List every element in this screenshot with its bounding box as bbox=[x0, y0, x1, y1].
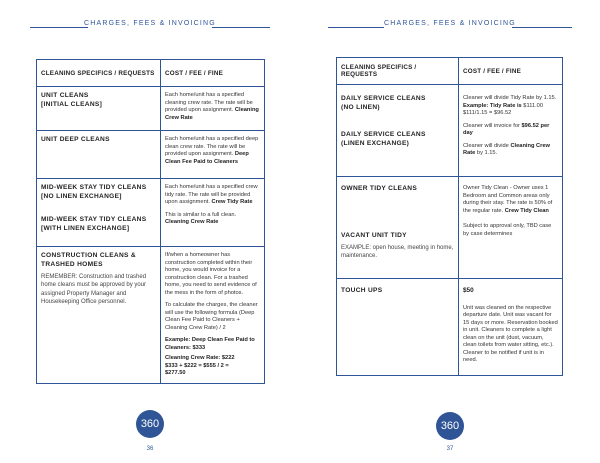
column-header-specifics: CLEANING SPECIFICS / REQUESTS bbox=[337, 58, 459, 85]
page-badge: 360 bbox=[136, 410, 164, 438]
row-note: EXAMPLE: open house, meeting in home, maintenance. bbox=[341, 244, 454, 260]
row-title-primary: DAILY SERVICE CLEANS (NO LINEN) bbox=[341, 95, 426, 111]
cost-text-secondary: This is similar to a full clean. bbox=[165, 211, 237, 218]
cost-emphasis: Example: Tidy Rate is bbox=[463, 102, 522, 109]
table-header-row bbox=[37, 60, 265, 87]
cost-text: Each home/unit has a specified deep clean crew rate. The rate will be provided upon assignment. bbox=[165, 136, 259, 158]
right-page bbox=[300, 0, 600, 463]
row-title bbox=[37, 179, 161, 247]
row-cost bbox=[161, 131, 265, 179]
cost-emphasis: $96.52 per day bbox=[463, 122, 550, 137]
header-rule-left bbox=[30, 27, 88, 28]
table-row bbox=[37, 87, 265, 131]
page-header bbox=[300, 20, 600, 34]
cost-emphasis: Crew Tidy Clean bbox=[504, 207, 549, 214]
cost-text: Unit was cleaned on the respective departure date. Unit was vacant for 15 days or more. Reservation booked in unit. Cleaners to complete a light clean on the unit (dust, vacuum, clean toilets from water sitting, etc.). Cleaner to be notified if unit is in need. bbox=[463, 304, 558, 364]
table-row bbox=[337, 85, 563, 177]
row-title-primary: OWNER TIDY CLEANS bbox=[341, 185, 418, 192]
example-calculation: Cleaning Crew Rate: $222 $333 + $222 = $555 / 2 = $277.50 bbox=[165, 355, 235, 377]
row-cost bbox=[161, 247, 265, 384]
cost-emphasis-secondary: Cleaning Crew Rate bbox=[165, 219, 219, 226]
price: $50 bbox=[463, 287, 474, 294]
row-cost bbox=[459, 279, 563, 376]
cost-emphasis: Cleaning Crew Rate bbox=[165, 107, 259, 121]
page-number: 37 bbox=[446, 446, 454, 452]
header-rule-left bbox=[328, 27, 384, 28]
left-fees-table bbox=[36, 59, 265, 384]
column-header-specifics: CLEANING SPECIFICS / REQUESTS bbox=[37, 60, 161, 87]
cost-emphasis: Crew Tidy Rate bbox=[211, 199, 253, 206]
header-title: CHARGES, FEES & INVOICING bbox=[84, 20, 216, 27]
row-title-secondary: VACANT UNIT TIDY bbox=[341, 231, 407, 239]
cost-emphasis: Deep Clean Fee Paid to Cleaners bbox=[165, 151, 249, 165]
row-cost bbox=[161, 179, 265, 247]
header-title: CHARGES, FEES & INVOICING bbox=[384, 20, 516, 27]
cost-text-secondary: Subject to approval only, TBD case by case determines bbox=[463, 223, 552, 237]
row-title-secondary: DAILY SERVICE CLEANS (LINEN EXCHANGE) bbox=[341, 130, 426, 147]
cost-text: If/when a homeowner has construction completed within their home, you would invoice for a construction clean. For a trashed home, you need to send evidence of the mess in the form of photos. bbox=[165, 252, 257, 296]
cost-text: Owner Tidy Clean - Owner uses 1 Bedroom and Common areas only during their stay. The rate is 50% of the regular rate. bbox=[463, 185, 553, 214]
row-title-secondary: MID-WEEK STAY TIDY CLEANS [WITH LINEN EXCHANGE] bbox=[41, 215, 147, 232]
header-rule-right bbox=[512, 27, 572, 28]
cost-text: Cleaner will divide Tidy Rate by 1.15. bbox=[463, 95, 557, 101]
header-rule-right bbox=[212, 27, 270, 28]
row-note: REMEMBER: Construction and trashed home cleans must be approved by your assigned Property Manager and Housekeeping Office personnel. bbox=[41, 273, 147, 305]
column-header-cost: COST / FEE / FINE bbox=[161, 60, 265, 87]
page-badge: 360 bbox=[436, 412, 464, 440]
row-cost bbox=[161, 87, 265, 131]
example-line: Example: Deep Clean Fee Paid to Cleaners: $333 bbox=[165, 337, 255, 351]
table-header-row bbox=[337, 58, 563, 85]
cost-text: Cleaner will divide bbox=[463, 142, 509, 149]
row-title: TOUCH UPS bbox=[337, 279, 459, 376]
row-title bbox=[337, 177, 459, 279]
row-title bbox=[337, 85, 459, 177]
column-header-cost: COST / FEE / FINE bbox=[459, 58, 563, 85]
cost-calculation: $111.00 $111/1.15 = $96.52 bbox=[463, 102, 544, 117]
row-title-primary: CONSTRUCTION CLEANS & TRASHED HOMES bbox=[41, 252, 136, 268]
table-row bbox=[337, 177, 563, 279]
row-title bbox=[37, 247, 161, 384]
table-row bbox=[337, 279, 563, 376]
table-row bbox=[37, 179, 265, 247]
row-cost bbox=[459, 85, 563, 177]
row-title: UNIT DEEP CLEANS bbox=[37, 131, 161, 179]
cost-text: Cleaner will invoice for bbox=[463, 122, 520, 129]
right-fees-table bbox=[336, 57, 563, 376]
table-row bbox=[37, 247, 265, 384]
table-row bbox=[37, 131, 265, 179]
row-title-primary: MID-WEEK STAY TIDY CLEANS [NO LINEN EXCHANGE] bbox=[41, 184, 147, 200]
cost-emphasis: Cleaning Crew Rate bbox=[463, 142, 550, 157]
page-header bbox=[0, 20, 300, 34]
cost-text: Each home/unit has a specified crew tidy rate. The rate will be provided upon assignment. bbox=[165, 184, 258, 206]
row-title: UNIT CLEANS [INITIAL CLEANS] bbox=[37, 87, 161, 131]
cost-text: by 1.15. bbox=[476, 150, 498, 157]
page-number: 36 bbox=[146, 446, 154, 452]
cost-text: Each home/unit has a specified cleaning crew rate. The rate will be provided upon assignment. bbox=[165, 92, 253, 114]
row-cost bbox=[459, 177, 563, 279]
cost-formula: To calculate the charges, the cleaner will use the following formula (Deep Clean Fee Paid to Cleaners + Cleaning Crew Rate) / 2 bbox=[165, 302, 258, 331]
